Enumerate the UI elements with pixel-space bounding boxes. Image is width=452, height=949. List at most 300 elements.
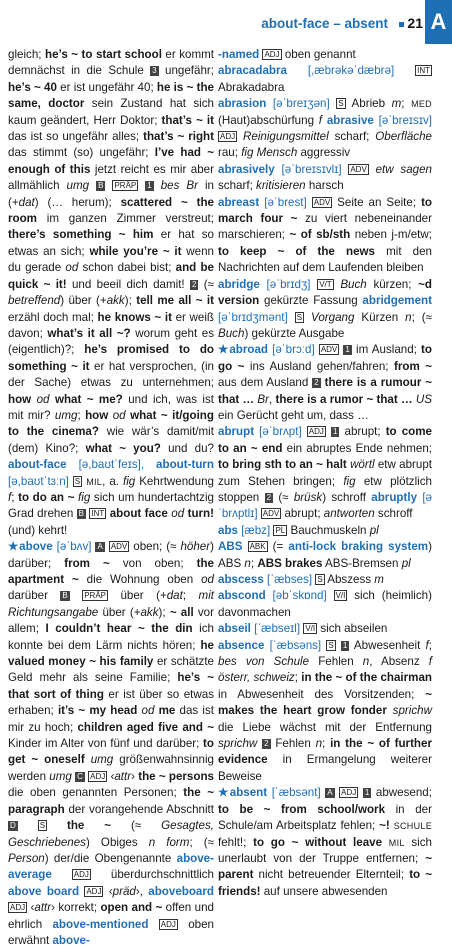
example-phrase: he knows ~ it — [97, 310, 172, 324]
entry-text: ) gekürzte Ausgabe — [244, 326, 345, 340]
example-phrase: ABS brakes — [257, 556, 323, 570]
dictionary-entry — [218, 539, 432, 572]
grammar-label: n — [362, 655, 370, 669]
example-phrase: in the ~ of further evidence — [218, 737, 432, 767]
part-of-speech-label: ADJ — [341, 788, 357, 798]
entry-text: das stimmt (so) ungefähr; — [8, 146, 155, 160]
entry-text: ; — [401, 97, 412, 111]
entry-text: sich um hundertachtzig Grad drehen — [8, 490, 214, 521]
part-of-speech-label: V/I — [335, 591, 346, 601]
grammar-label: Oberfläche — [375, 130, 432, 144]
dictionary-entry — [218, 162, 432, 195]
grammar-label: od — [65, 261, 79, 275]
pronunciation: [ˈæbsəns] — [264, 638, 327, 652]
entry-text: schon dabei bist; — [78, 261, 176, 275]
part-of-speech-label: ADV — [350, 164, 367, 174]
entry-text: abwesend; — [371, 786, 432, 800]
headword: absent — [229, 786, 268, 800]
grammar-label: wörtl — [350, 458, 375, 472]
dictionary-entry — [218, 277, 432, 343]
pronunciation: [əbˈskɒnd] — [265, 589, 334, 603]
entry-text: und ich, was ist mit mir? — [8, 392, 215, 422]
sense-number: A — [327, 788, 333, 798]
subject-label: MIL — [388, 837, 405, 848]
headword: above — [19, 540, 53, 554]
grammar-label: umg — [54, 408, 78, 422]
grammar-label: höher — [180, 540, 211, 554]
example-phrase: to go ~ — [218, 343, 432, 373]
entry-text: Seite an Seite; — [332, 195, 422, 209]
entry-text: in Abwesenheit des Vorsitzenden; — [218, 687, 426, 701]
entry-text: ungefähr; — [158, 64, 214, 78]
grammar-label: akk — [106, 294, 125, 308]
headword: above- — [52, 933, 90, 947]
grammar-label: umg — [90, 753, 114, 767]
dictionary-entry — [218, 523, 432, 539]
example-phrase: tell me all ~ it — [136, 294, 214, 308]
grammar-label: sprichw — [392, 704, 432, 718]
grammar-label: kritisieren — [256, 179, 306, 193]
grammar-label: f — [425, 638, 429, 652]
pronunciation: [əˈbrʌptlɪ] — [218, 490, 433, 521]
grammar-label: od — [112, 408, 126, 422]
pronunciation: [ə,baʊtˈtɜːn] — [8, 474, 73, 488]
entry-text: ) Obiges — [85, 835, 149, 849]
part-of-speech-label: ADJ — [86, 886, 102, 896]
grammar-label: Buch — [340, 277, 367, 291]
entry-text: ; — [182, 589, 199, 603]
entry-text: , Absenz — [369, 655, 429, 669]
entry-text: abrupt; — [339, 425, 386, 439]
entry-text: (≈ — [198, 277, 214, 291]
pronunciation: [ˈæbseɪl] — [250, 622, 304, 636]
grammar-label: n — [148, 835, 156, 849]
entry-text: ein abruptes Ende nehmen; — [282, 441, 432, 455]
entry-text: (≈ — [273, 490, 294, 504]
grammar-label: pl — [401, 556, 411, 570]
entry-text — [47, 819, 67, 832]
example-phrase: ~d version — [218, 277, 432, 308]
headword: abs — [218, 523, 238, 537]
pronunciation: [əˈbrɔːd] — [267, 343, 319, 357]
entry-text: überdurchschnittlich — [90, 868, 214, 882]
grammar-label: form — [166, 835, 190, 849]
part-of-speech-label: ADJ — [160, 919, 176, 929]
entry-text: › korrekt; — [51, 901, 101, 915]
entry-text: in Ermangelung weiterer Beweise — [218, 753, 432, 783]
entry-text: ›, — [135, 884, 149, 898]
thumb-index-tab[interactable]: A — [425, 0, 452, 44]
entry-text: oben; (≈ — [129, 540, 181, 554]
entry-text: Bauchmuskeln — [287, 523, 370, 537]
entry-text: er schätzte Geld mehr als seine Familie; — [8, 655, 215, 685]
headword: abroad — [229, 343, 268, 357]
entry-text: ‹ — [107, 769, 115, 783]
example-phrase: he’s ~ that sort of thing — [8, 671, 214, 701]
entry-text: (Haut)abschürfung — [218, 113, 319, 127]
example-phrase: to march four ~ — [218, 195, 433, 226]
entry-text: ); — [158, 605, 170, 619]
entry-text: wie wär’s damit/mit (dem) Kino?; — [8, 425, 214, 455]
dictionary-entry — [218, 195, 432, 277]
example-phrase: ~ makes the heart grow fonder — [218, 687, 432, 718]
entry-text — [382, 836, 389, 849]
example-phrase: there’s something ~ him — [8, 228, 154, 242]
headword: abridgement — [362, 294, 432, 308]
sense-number: 1 — [332, 427, 338, 437]
pronunciation: [əˈbrest] — [259, 195, 312, 209]
grammar-label: dat — [18, 195, 35, 209]
entry-text — [138, 179, 145, 192]
pronunciation: [əˈbrɪdʒmənt] — [218, 310, 295, 324]
part-of-speech-label: ADJ — [90, 771, 106, 781]
entry-text: ; (≈ — [411, 310, 432, 324]
left-column — [8, 47, 215, 947]
grammar-label: US — [415, 392, 432, 406]
example-phrase: the ~ — [66, 819, 112, 833]
grammar-label: fig — [78, 490, 91, 504]
entry-text: er weiß davon; — [8, 310, 215, 340]
headword: abscond — [218, 589, 266, 603]
entry-text: er ist ungefähr 40; — [56, 80, 157, 94]
entry-text — [89, 179, 96, 192]
grammar-label: dat — [166, 589, 183, 603]
part-of-speech-label: S — [317, 575, 323, 584]
entry-text: , — [268, 392, 276, 406]
dictionary-entry — [218, 96, 432, 162]
entry-text: die Wohnung oben — [78, 573, 202, 586]
subject-label: MED — [411, 99, 432, 110]
grammar-label: Gesagtes, Geschriebenes — [8, 819, 214, 849]
grammar-label: od — [171, 507, 185, 521]
pronunciation: [əˈbreɪsɪv] — [373, 113, 432, 127]
entry-text: ; — [322, 737, 331, 751]
example-phrase: from ~ — [393, 359, 432, 373]
entry-text: etw abrupt zum Stehen bringen; — [218, 458, 432, 488]
headword: abrasion — [218, 97, 267, 111]
part-of-speech-label: ADJ — [73, 870, 89, 880]
entry-text: ) schroff — [322, 490, 372, 504]
pronunciation: [ˈæbses] — [263, 573, 316, 586]
entry-text: worum geht es (eigentlich)?; — [8, 326, 214, 357]
grammar-label: brüsk — [293, 490, 323, 504]
entry-text: erzähl doch mal; — [8, 310, 98, 324]
grammar-label: pl — [369, 523, 379, 537]
part-of-speech-label: ADJ — [220, 132, 236, 142]
entry-text: ‹ — [103, 884, 113, 898]
example-phrase: he’s ~ to start school — [45, 48, 162, 61]
entry-text: und du? — [160, 441, 214, 455]
entry-text: von oben; — [109, 556, 197, 570]
part-of-speech-label: S — [74, 476, 81, 486]
grammar-label: n — [405, 310, 412, 324]
sense-number: 1 — [147, 181, 152, 191]
star-icon: ★ — [218, 786, 230, 800]
part-of-speech-label: ADJ — [264, 50, 280, 59]
entry-text: in der Schule/am Arbeitsplatz fehlen; — [218, 802, 432, 833]
entry-text: (= — [267, 540, 289, 554]
entry-text: mit den Nachrichten auf dem Laufenden bleiben — [218, 244, 432, 275]
entry-text: zu viert nebeneinander marschieren; — [218, 212, 432, 242]
entry-text: ein Gerücht geht um, dass … — [218, 408, 369, 422]
entry-text: sich (heimlich) davonmachen — [218, 589, 432, 619]
entry-text: , a. — [102, 474, 123, 488]
entry-text: Fehlen — [309, 655, 363, 669]
headword: absence — [218, 638, 265, 652]
entry-text: ; — [428, 638, 432, 652]
entry-text: über (+ — [108, 589, 167, 603]
running-head: about-face – absent — [261, 16, 388, 31]
example-phrase: what ~ you? — [85, 441, 161, 455]
entry-text: und beeil dich damit! — [66, 277, 190, 291]
example-phrase: children aged five and ~ — [77, 720, 214, 734]
entry-text: Abrieb — [345, 97, 392, 111]
entry-text: der vorangehende Abschnitt — [64, 802, 214, 816]
part-of-speech-label: PRÄP — [114, 181, 137, 191]
separator-square-icon — [399, 22, 404, 27]
headword: abracadabra — [218, 64, 287, 78]
grammar-label: akk — [140, 605, 159, 619]
headword: abscess — [218, 573, 264, 586]
part-of-speech-label: ADV — [262, 509, 280, 519]
entry-text: nicht betreuender Elternteil; — [253, 868, 410, 882]
grammar-label: bes von Schule — [218, 655, 310, 669]
sense-number: D — [10, 821, 16, 831]
example-phrase: he’s promised to do something ~ it — [8, 343, 214, 373]
full-form: anti-lock braking system — [288, 540, 429, 554]
entry-text: offen und ehrlich — [8, 901, 214, 931]
dictionary-entry — [8, 47, 214, 539]
example-phrase: what ~ it/going to the cinema? — [8, 408, 214, 439]
entry-text: ) ABS — [218, 540, 432, 570]
right-column — [218, 47, 433, 898]
dictionary-entry — [8, 539, 214, 949]
example-phrase: that’s ~ it — [161, 113, 214, 127]
entry-text: in (+ — [8, 179, 214, 209]
star-icon: ★ — [8, 540, 20, 554]
grammar-label: mit Richtungsangabe — [8, 589, 214, 619]
example-phrase: he’s ~ 40 — [8, 80, 57, 94]
entry-text — [304, 311, 311, 324]
grammar-label: f — [8, 490, 12, 504]
headword: above board — [8, 884, 80, 898]
example-phrase: scattered ~ the room — [8, 195, 214, 226]
example-phrase: the ~ persons — [138, 769, 214, 783]
entry-text: ; — [294, 671, 302, 685]
grammar-label: f — [428, 655, 432, 669]
grammar-label: n — [244, 556, 251, 570]
entry-text: über (+ — [98, 605, 141, 619]
entry-text: Abwesenheit — [349, 638, 426, 652]
headword: abridge — [218, 277, 260, 291]
entry-text: ) der/die Obengenannte — [44, 851, 177, 865]
sense-number: 1 — [342, 640, 348, 650]
entry-text: er ist über so etwas erhaben; — [8, 687, 214, 718]
part-of-speech-label: V/I — [305, 624, 316, 634]
subject-label: MIL — [86, 476, 103, 487]
entry-text: abrupt; — [281, 507, 324, 521]
example-phrase: to do an ~ — [18, 490, 75, 504]
grammar-label: f — [318, 113, 323, 127]
entry-text — [154, 179, 161, 192]
example-phrase: to keep ~ of the news — [218, 244, 375, 258]
entry-text: › — [131, 769, 139, 783]
entry-text: aggressiv — [297, 146, 351, 160]
sense-number: 2 — [314, 378, 319, 388]
grammar-label: Buch — [218, 326, 245, 340]
pronunciation: [ˈæbsənt] — [267, 786, 326, 800]
headword: -named — [218, 48, 260, 61]
entry-text: schroff — [374, 507, 413, 521]
headword: abrasive — [326, 113, 374, 127]
entry-text: sich unerlaubt von der Truppe entfernen; — [218, 835, 433, 865]
entry-text: vor allem; — [8, 605, 214, 636]
grammar-label: betreffend — [8, 294, 61, 308]
example-phrase: ~! — [379, 819, 390, 833]
dictionary-entry — [218, 785, 432, 900]
headword: abreast — [218, 195, 260, 209]
example-phrase: how — [85, 408, 109, 422]
example-phrase: me — [158, 704, 176, 718]
example-phrase: open and ~ — [100, 901, 163, 915]
star-icon: ★ — [218, 343, 230, 357]
entry-text: die Liebe wächst mit der Entfernung — [218, 720, 432, 734]
grammar-label: attr — [34, 901, 52, 915]
sense-number: B — [98, 181, 104, 191]
entry-text: ; — [11, 490, 19, 504]
part-of-speech-label: S — [338, 99, 344, 109]
entry-text: größenwahnsinnig werden — [8, 753, 214, 783]
entry-text: ); — [124, 294, 137, 308]
sense-number: A — [97, 542, 103, 552]
grammar-label: Vorgang — [311, 310, 355, 324]
grammar-label: Br — [257, 392, 269, 406]
headword: about-turn — [156, 458, 214, 472]
page-header — [0, 0, 452, 40]
entry-text: ) über (+ — [60, 294, 107, 308]
pronunciation: [əˈbrʌpt] — [254, 425, 307, 439]
entry-text: ) (… herum); — [34, 195, 121, 209]
dictionary-entry — [218, 63, 432, 96]
sense-number: B — [78, 509, 85, 519]
entry-text: ins Ausland gehen/fahren; — [244, 359, 394, 373]
subject-label: SCHULE — [393, 821, 432, 832]
pronunciation: [æbz] — [237, 523, 274, 537]
entry-text: scharf; — [328, 130, 376, 144]
entry-text — [105, 179, 112, 192]
example-phrase: that’s ~ right — [143, 130, 214, 144]
pronunciation: [ə,baʊtˈfeɪs], — [66, 458, 157, 472]
sense-number: 2 — [191, 279, 197, 289]
example-phrase: what ~ me? — [54, 392, 123, 406]
grammar-label: umg — [49, 769, 72, 783]
example-phrase: what’s it all ~? — [47, 326, 131, 340]
example-phrase: about face — [109, 507, 168, 521]
example-phrase: to bring sth to an ~ halt — [218, 458, 347, 472]
grammar-label: etw sagen — [375, 162, 432, 176]
grammar-label: präd — [112, 884, 136, 898]
example-phrase: ~ parent — [218, 851, 432, 882]
dictionary-entry — [218, 424, 432, 522]
entry-text: er hat so etwas an sich; — [8, 228, 214, 258]
entry-text: harsch — [305, 179, 344, 193]
pronunciation: [əˈbreɪsɪvlɪ] — [274, 162, 349, 176]
entry-text — [18, 819, 38, 832]
example-phrase: he is ~ the same, doctor — [8, 80, 214, 111]
grammar-label: Reinigungsmittel — [243, 130, 329, 144]
entry-text: Kürzen — [354, 310, 406, 324]
headword: abrasively — [218, 162, 275, 176]
headword: above-average — [8, 851, 214, 882]
entry-text: ich konnte bei dem Lärm nichts hören; — [8, 622, 214, 652]
entry-text: oben erwähnt — [8, 917, 214, 947]
entry-text — [369, 163, 376, 176]
example-phrase: while you’re ~ it — [89, 244, 182, 258]
entry-text: fehlt!; — [218, 835, 254, 849]
example-phrase: he valued money ~ his family — [8, 638, 214, 669]
example-phrase: in the ~ of the chairman — [301, 671, 432, 685]
example-phrase: to ~ friends! — [218, 868, 433, 898]
entry-text: ‹ — [27, 901, 35, 915]
grammar-label: od — [141, 704, 155, 718]
dictionary-entry — [218, 572, 432, 588]
headword: aboveboard — [148, 884, 214, 898]
entry-text: ABS-Bremsen — [322, 556, 402, 570]
entry-text: (und) kehrt! — [8, 523, 68, 537]
part-of-speech-label: ADJ — [308, 427, 324, 437]
part-of-speech-label: V/T — [319, 279, 332, 289]
example-phrase: to go ~ without leave — [253, 835, 383, 849]
sense-number: C — [77, 771, 83, 781]
example-phrase: there is a rumor ~ that … — [275, 392, 413, 406]
example-phrase: the apartment ~ — [8, 556, 214, 586]
example-phrase: how — [8, 392, 32, 406]
entry-text: ; — [250, 556, 258, 570]
grammar-label: n — [315, 737, 323, 751]
sense-number: 2 — [264, 739, 269, 749]
page-number: 21 — [407, 15, 423, 31]
entry-text: neben j-m/etw; — [350, 228, 432, 242]
entry-text: etw plötzlich stoppen — [218, 474, 432, 504]
grammar-label: fig Mensch — [241, 146, 298, 160]
sense-number: B — [62, 591, 68, 601]
dictionary-entry — [218, 588, 432, 621]
pronunciation: [əˈbrɪdʒ] — [259, 277, 318, 291]
entry-text: Abszess — [324, 573, 375, 586]
entry-text: das ist mir zu hoch; — [8, 704, 214, 734]
entry-text: sein Zustand hat sich kaum geändert, Herr Doktor; — [8, 97, 214, 127]
grammar-label: fig — [343, 474, 356, 488]
entry-text — [52, 868, 72, 881]
part-of-speech-label: S — [39, 821, 46, 831]
example-phrase: there is a rumour ~ that … — [218, 376, 432, 406]
headword: above-mentioned — [52, 917, 149, 931]
sense-number: 1 — [345, 345, 350, 355]
entry-text: im ganzen Zimmer verstreut; — [36, 212, 214, 226]
dictionary-entry — [218, 47, 432, 63]
dictionary-entry — [218, 342, 432, 424]
entry-text: sich abseilen — [317, 622, 388, 636]
entry-text: kürzen; — [366, 277, 419, 291]
entry-text: aus dem Ausland — [218, 376, 313, 390]
part-of-speech-label: S — [296, 312, 303, 322]
example-phrase: the ~ paragraph — [8, 786, 214, 816]
entry-text: Abrakadabra — [218, 80, 285, 94]
sense-number: 2 — [266, 492, 272, 502]
entry-text: Fehlen — [270, 737, 316, 751]
entry-text: ; — [77, 408, 86, 422]
entry-text: die oben genannten Personen; — [8, 786, 184, 800]
